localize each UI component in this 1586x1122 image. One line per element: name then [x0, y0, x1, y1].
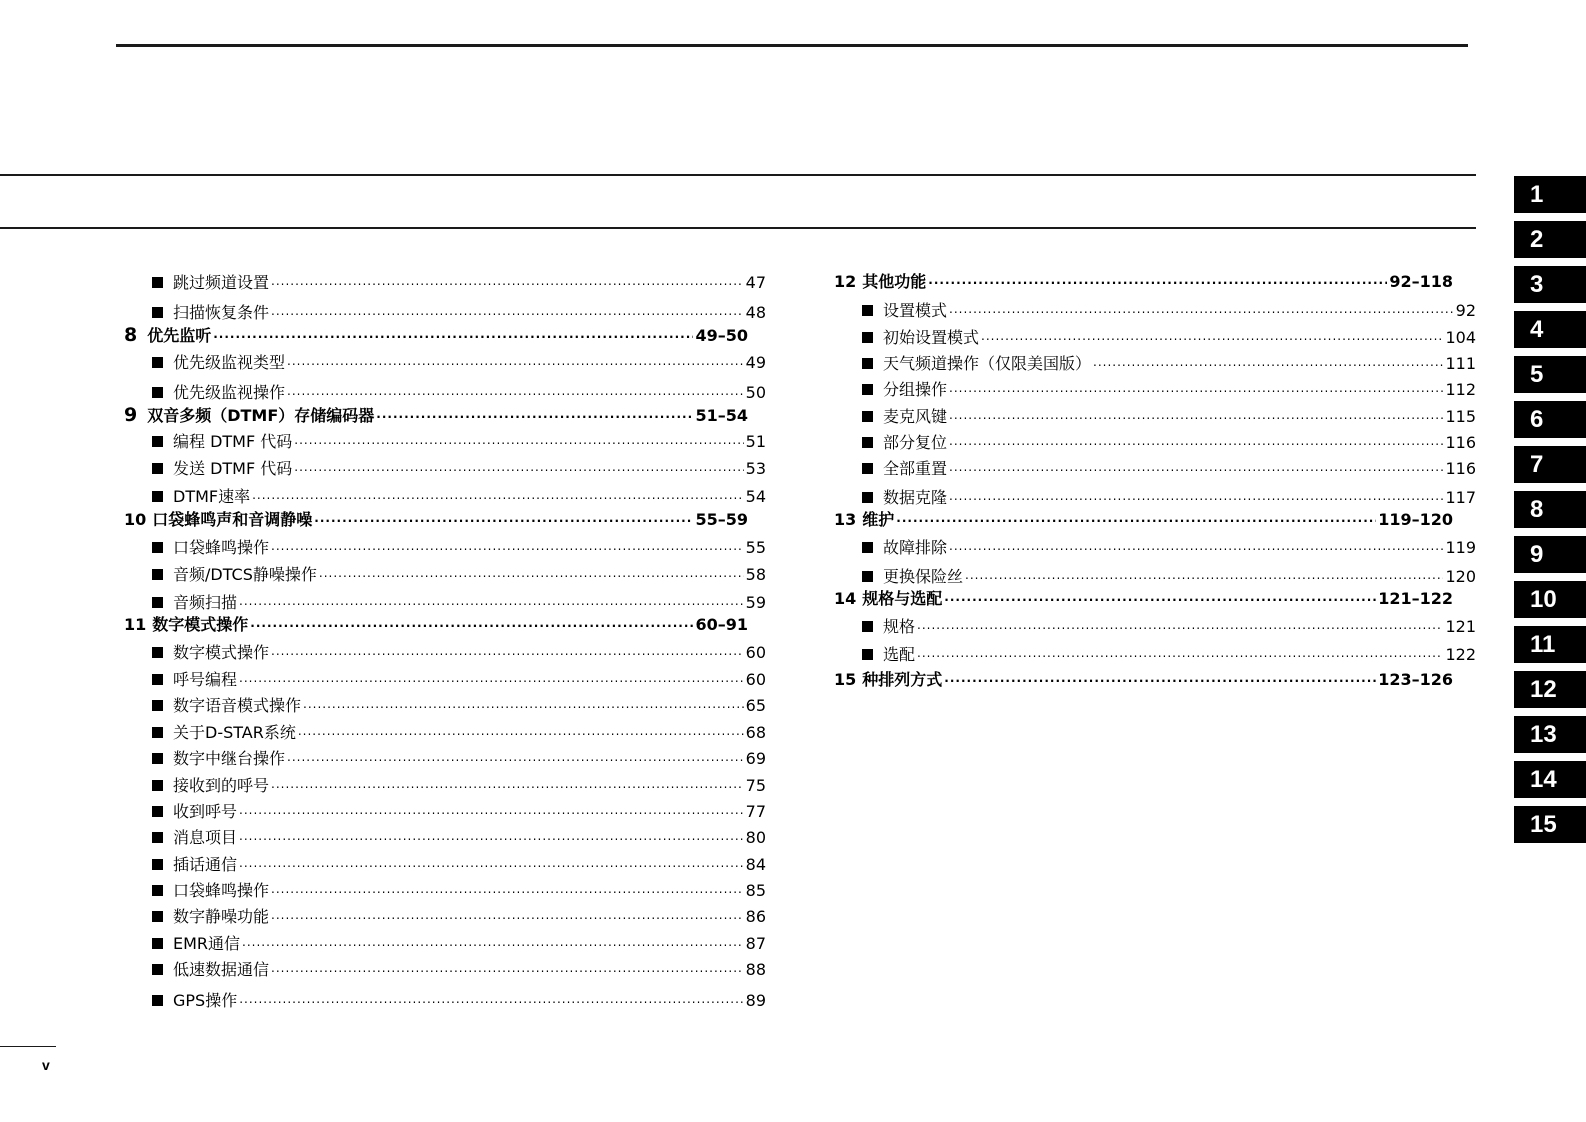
page-reference: 87 — [745, 934, 766, 953]
square-bullet-icon — [152, 780, 163, 791]
toc-chapter-entry[interactable] — [834, 670, 1453, 691]
page-number: v — [42, 1057, 50, 1073]
entry-title: DTMF速率 — [173, 487, 251, 506]
page-reference: 86 — [745, 907, 766, 926]
entry-title: 设置模式 — [883, 301, 948, 320]
chapter-tab-5[interactable]: 5 — [1514, 356, 1586, 393]
square-bullet-icon — [152, 357, 163, 368]
entry-title: 发送 DTMF 代码 — [173, 459, 293, 478]
page-reference: 120 — [1445, 567, 1476, 586]
dot-leader — [287, 747, 744, 767]
page-reference: 65 — [745, 696, 766, 715]
toc-section-entry[interactable] — [152, 432, 766, 453]
dot-leader — [287, 381, 744, 401]
entry-title: 接收到的呼号 — [173, 776, 270, 795]
square-bullet-icon — [152, 674, 163, 685]
dot-leader — [271, 879, 744, 899]
page-reference: 59 — [745, 593, 766, 612]
square-bullet-icon — [862, 437, 873, 448]
square-bullet-icon — [152, 387, 163, 398]
chapter-tab-11[interactable]: 11 — [1514, 626, 1586, 663]
chapter-number: 15 — [834, 670, 857, 689]
chapter-tab-9[interactable]: 9 — [1514, 536, 1586, 573]
page-reference: 112 — [1445, 380, 1476, 399]
entry-title: 数据克隆 — [883, 488, 948, 507]
entry-title: 其他功能 — [862, 272, 927, 291]
square-bullet-icon — [152, 806, 163, 817]
dot-leader — [949, 457, 1443, 477]
square-bullet-icon — [862, 621, 873, 632]
dot-leader — [949, 299, 1454, 319]
toc-section-entry[interactable] — [152, 776, 766, 797]
square-bullet-icon — [862, 463, 873, 474]
page-reference: 92 — [1455, 301, 1476, 320]
entry-title: 规格 — [883, 617, 916, 636]
entry-title: 初始设置模式 — [883, 328, 980, 347]
toc-section-entry[interactable] — [152, 538, 766, 559]
square-bullet-icon — [152, 491, 163, 502]
entry-title: 关于D-STAR系统 — [173, 723, 296, 742]
page-reference: 47 — [745, 273, 766, 292]
toc-section-entry[interactable] — [152, 565, 766, 586]
entry-title: 消息项目 — [173, 828, 238, 847]
toc-section-entry[interactable] — [152, 828, 766, 849]
entry-title: 优先级监视操作 — [173, 383, 286, 402]
toc-chapter-entry[interactable] — [834, 589, 1453, 610]
toc-section-entry[interactable] — [152, 749, 766, 770]
page-reference: 121–122 — [1378, 589, 1453, 608]
square-bullet-icon — [862, 649, 873, 660]
page-reference: 69 — [745, 749, 766, 768]
dot-leader — [271, 958, 744, 978]
toc-section-entry[interactable] — [862, 567, 1476, 588]
dot-leader — [271, 271, 744, 291]
toc-section-entry[interactable] — [862, 301, 1476, 322]
entry-title: 口袋蜂鸣操作 — [173, 538, 270, 557]
dot-leader — [303, 694, 744, 714]
header-band-top-rule — [0, 174, 1476, 176]
square-bullet-icon — [152, 911, 163, 922]
toc-section-entry[interactable] — [152, 960, 766, 981]
toc-section-entry[interactable] — [152, 383, 766, 404]
dot-leader — [928, 270, 1387, 290]
dot-leader — [271, 301, 744, 321]
page-reference: 55 — [745, 538, 766, 557]
header-band-bottom-rule — [0, 227, 1476, 229]
toc-section-entry[interactable] — [152, 907, 766, 928]
chapter-number: 14 — [834, 589, 857, 608]
toc-section-entry[interactable] — [862, 617, 1476, 638]
dot-leader — [917, 615, 1443, 635]
entry-title: 数字中继台操作 — [173, 749, 286, 768]
chapter-tab-15[interactable]: 15 — [1514, 806, 1586, 843]
entry-title: 分组操作 — [883, 380, 948, 399]
dot-leader — [239, 853, 744, 873]
square-bullet-icon — [862, 411, 873, 422]
page-reference: 60–91 — [695, 615, 748, 634]
page-reference: 77 — [745, 802, 766, 821]
toc-section-entry[interactable] — [862, 328, 1476, 349]
entry-title: 口袋蜂鸣操作 — [173, 881, 270, 900]
toc-section-entry[interactable] — [862, 538, 1476, 559]
square-bullet-icon — [152, 463, 163, 474]
toc-section-entry[interactable] — [152, 593, 766, 614]
square-bullet-icon — [862, 571, 873, 582]
square-bullet-icon — [862, 358, 873, 369]
chapter-tab-3[interactable]: 3 — [1514, 266, 1586, 303]
page-reference: 53 — [745, 459, 766, 478]
entry-title: 全部重置 — [883, 459, 948, 478]
page-reference: 89 — [745, 991, 766, 1010]
page-reference: 119–120 — [1378, 510, 1453, 529]
square-bullet-icon — [152, 277, 163, 288]
toc-section-entry[interactable] — [862, 459, 1476, 480]
square-bullet-icon — [862, 384, 873, 395]
chapter-tab-2[interactable]: 2 — [1514, 221, 1586, 258]
page-reference: 117 — [1445, 488, 1476, 507]
page-reference: 104 — [1445, 328, 1476, 347]
dot-leader — [294, 457, 743, 477]
page-reference: 111 — [1445, 354, 1476, 373]
toc-section-entry[interactable] — [862, 433, 1476, 454]
dot-leader — [239, 668, 744, 688]
chapter-tab-4[interactable]: 4 — [1514, 311, 1586, 348]
toc-chapter-entry[interactable] — [834, 272, 1453, 293]
toc-section-entry[interactable] — [862, 645, 1476, 666]
square-bullet-icon — [152, 859, 163, 870]
entry-title: 麦克风键 — [883, 407, 948, 426]
dot-leader — [294, 430, 743, 450]
page-reference: 55–59 — [695, 510, 748, 529]
toc-section-entry[interactable] — [862, 380, 1476, 401]
page-reference: 88 — [745, 960, 766, 979]
chapter-number: 12 — [834, 272, 857, 291]
page-reference: 92–118 — [1389, 272, 1453, 291]
page-reference: 48 — [745, 303, 766, 322]
toc-section-entry[interactable] — [152, 934, 766, 955]
page-reference: 51 — [745, 432, 766, 451]
toc-chapter-entry[interactable] — [124, 510, 748, 531]
toc-section-entry[interactable] — [152, 303, 766, 324]
toc-section-entry[interactable] — [152, 723, 766, 744]
dot-leader — [965, 565, 1443, 585]
square-bullet-icon — [862, 542, 873, 553]
entry-title: 维护 — [862, 510, 895, 529]
toc-section-entry[interactable] — [152, 353, 766, 374]
entry-title: 数字静噪功能 — [173, 907, 270, 926]
dot-leader — [287, 351, 744, 371]
page-reference: 60 — [745, 643, 766, 662]
page-reference: 123–126 — [1378, 670, 1453, 689]
toc-section-entry[interactable] — [152, 855, 766, 876]
chapter-tab-10[interactable]: 10 — [1514, 581, 1586, 618]
toc-section-entry[interactable] — [152, 991, 766, 1012]
chapter-number: 13 — [834, 510, 857, 529]
dot-leader — [944, 587, 1376, 607]
entry-title: 优先级监视类型 — [173, 353, 286, 372]
entry-title: 呼号编程 — [173, 670, 238, 689]
entry-title: 双音多频（DTMF）存储编码器 — [147, 406, 375, 425]
chapter-tab-1[interactable]: 1 — [1514, 176, 1586, 213]
dot-leader — [949, 536, 1443, 556]
square-bullet-icon — [862, 332, 873, 343]
top-rule — [116, 44, 1468, 47]
dot-leader — [1093, 352, 1443, 372]
dot-leader — [319, 563, 744, 583]
square-bullet-icon — [152, 832, 163, 843]
toc-section-entry[interactable] — [152, 881, 766, 902]
dot-leader — [896, 508, 1376, 528]
page-reference: 121 — [1445, 617, 1476, 636]
toc-section-entry[interactable] — [152, 643, 766, 664]
dot-leader — [252, 485, 744, 505]
chapter-number: 10 — [124, 510, 147, 529]
entry-title: 部分复位 — [883, 433, 948, 452]
page-reference: 122 — [1445, 645, 1476, 664]
page-reference: 75 — [745, 776, 766, 795]
square-bullet-icon — [862, 305, 873, 316]
chapter-tab-8[interactable]: 8 — [1514, 491, 1586, 528]
page-reference: 85 — [745, 881, 766, 900]
page-reference: 50 — [745, 383, 766, 402]
page-reference: 115 — [1445, 407, 1476, 426]
entry-title: 天气频道操作（仅限美国版） — [883, 354, 1092, 373]
chapter-tab-7[interactable]: 7 — [1514, 446, 1586, 483]
toc-section-entry[interactable] — [862, 354, 1476, 375]
square-bullet-icon — [152, 436, 163, 447]
square-bullet-icon — [152, 569, 163, 580]
dot-leader — [242, 932, 744, 952]
entry-title: 优先监听 — [147, 326, 212, 345]
dot-leader — [250, 613, 693, 633]
dot-leader — [271, 536, 744, 556]
entry-title: 低速数据通信 — [173, 960, 270, 979]
dot-leader — [944, 668, 1376, 688]
square-bullet-icon — [152, 885, 163, 896]
page-reference: 49–50 — [695, 326, 748, 345]
entry-title: 收到呼号 — [173, 802, 238, 821]
page-reference: 54 — [745, 487, 766, 506]
dot-leader — [917, 643, 1443, 663]
square-bullet-icon — [152, 753, 163, 764]
toc-chapter-entry[interactable] — [124, 325, 748, 347]
dot-leader — [271, 905, 744, 925]
entry-title: 编程 DTMF 代码 — [173, 432, 293, 451]
square-bullet-icon — [152, 542, 163, 553]
chapter-number: 11 — [124, 615, 147, 634]
dot-leader — [239, 826, 744, 846]
square-bullet-icon — [862, 492, 873, 503]
entry-title: 扫描恢复条件 — [173, 303, 270, 322]
entry-title: 数字模式操作 — [173, 643, 270, 662]
chapter-tab-6[interactable]: 6 — [1514, 401, 1586, 438]
dot-leader — [981, 326, 1443, 346]
page-reference: 60 — [745, 670, 766, 689]
dot-leader — [271, 774, 744, 794]
footer-rule — [0, 1046, 56, 1047]
square-bullet-icon — [152, 307, 163, 318]
toc-chapter-entry[interactable] — [124, 405, 748, 427]
entry-title: 数字语音模式操作 — [173, 696, 302, 715]
page-reference: 84 — [745, 855, 766, 874]
dot-leader — [271, 641, 744, 661]
dot-leader — [376, 404, 693, 424]
page-reference: 51–54 — [695, 406, 748, 425]
chapter-tab-13[interactable]: 13 — [1514, 716, 1586, 753]
page-reference: 116 — [1445, 459, 1476, 478]
toc-section-entry[interactable] — [152, 459, 766, 480]
page-reference: 58 — [745, 565, 766, 584]
square-bullet-icon — [152, 597, 163, 608]
square-bullet-icon — [152, 995, 163, 1006]
page-reference: 80 — [745, 828, 766, 847]
toc-section-entry[interactable] — [152, 802, 766, 823]
toc-section-entry[interactable] — [862, 488, 1476, 509]
dot-leader — [949, 378, 1443, 398]
entry-title: 种排列方式 — [862, 670, 943, 689]
dot-leader — [239, 800, 744, 820]
page-reference: 68 — [745, 723, 766, 742]
entry-title: 插话通信 — [173, 855, 238, 874]
entry-title: 规格与选配 — [862, 589, 943, 608]
dot-leader — [314, 508, 693, 528]
entry-title: 故障排除 — [883, 538, 948, 557]
entry-title: 数字模式操作 — [152, 615, 249, 634]
toc-section-entry[interactable] — [152, 273, 766, 294]
entry-title: EMR通信 — [173, 934, 241, 953]
chapter-tab-12[interactable]: 12 — [1514, 671, 1586, 708]
toc-chapter-entry[interactable] — [834, 510, 1453, 531]
chapter-number: 9 — [124, 404, 138, 426]
entry-title: 口袋蜂鸣声和音调静噪 — [152, 510, 313, 529]
square-bullet-icon — [152, 700, 163, 711]
entry-title: 音频扫描 — [173, 593, 238, 612]
square-bullet-icon — [152, 727, 163, 738]
chapter-number: 8 — [124, 324, 138, 346]
dot-leader — [239, 989, 743, 1009]
entry-title: GPS操作 — [173, 991, 238, 1010]
page-reference: 49 — [745, 353, 766, 372]
dot-leader — [949, 486, 1443, 506]
toc-section-entry[interactable] — [862, 407, 1476, 428]
toc-section-entry[interactable] — [152, 670, 766, 691]
square-bullet-icon — [152, 647, 163, 658]
page-reference: 119 — [1445, 538, 1476, 557]
chapter-tab-14[interactable]: 14 — [1514, 761, 1586, 798]
dot-leader — [949, 405, 1443, 425]
square-bullet-icon — [152, 964, 163, 975]
dot-leader — [213, 324, 693, 344]
dot-leader — [949, 431, 1443, 451]
toc-section-entry[interactable] — [152, 487, 766, 508]
dot-leader — [298, 721, 744, 741]
toc-section-entry[interactable] — [152, 696, 766, 717]
page-reference: 116 — [1445, 433, 1476, 452]
entry-title: 更换保险丝 — [883, 567, 964, 586]
square-bullet-icon — [152, 938, 163, 949]
dot-leader — [239, 591, 744, 611]
entry-title: 跳过频道设置 — [173, 273, 270, 292]
entry-title: 选配 — [883, 645, 916, 664]
entry-title: 音频/DTCS静噪操作 — [173, 565, 317, 584]
toc-chapter-entry[interactable] — [124, 615, 748, 636]
